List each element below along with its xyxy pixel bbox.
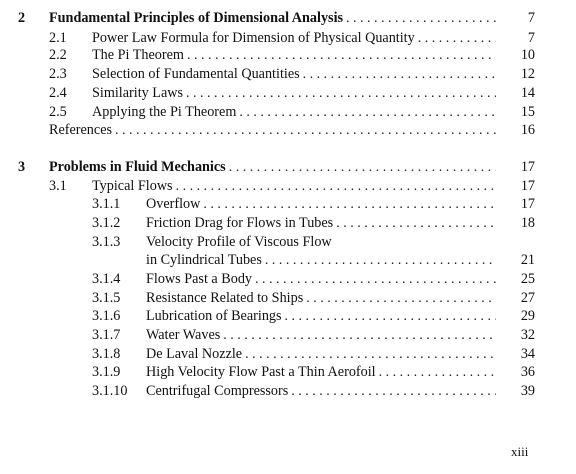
entry-title: Centrifugal Compressors	[146, 383, 289, 399]
entry-title-wrap	[49, 8, 496, 29]
entry-number: 2.5	[49, 104, 67, 120]
entry-title: Friction Drag for Flows in Tubes	[146, 215, 334, 231]
page-number: xiii	[511, 444, 529, 459]
dot-leader	[223, 326, 496, 346]
entry-number: 3.1.6	[92, 308, 121, 324]
dot-leader	[303, 65, 496, 85]
dot-leader	[346, 9, 496, 29]
entry-number: 3.1.2	[92, 215, 121, 231]
entry-page: 29	[520, 308, 535, 324]
dot-leader	[187, 46, 496, 66]
entry-title: The Pi Theorem	[92, 47, 184, 63]
entry-number: 2.4	[49, 85, 67, 101]
entry-page: 34	[520, 346, 535, 362]
entry-title: Selection of Fundamental Quantities	[92, 66, 300, 82]
entry-number: 2.2	[49, 47, 67, 63]
entry-page: 16	[520, 122, 535, 138]
entry-title: Problems in Fluid Mechanics	[49, 159, 226, 175]
dot-leader	[115, 121, 496, 141]
entry-title: Lubrication of Bearings	[146, 308, 282, 324]
entry-number: 3.1.1	[92, 196, 121, 212]
entry-number: 3.1.3	[92, 234, 121, 250]
entry-title: Fundamental Principles of Dimensional Analysis	[49, 10, 344, 26]
entry-number: 3.1.4	[92, 271, 121, 287]
dot-leader	[186, 84, 496, 104]
entry-title: High Velocity Flow Past a Thin Aerofoil	[146, 364, 376, 380]
entry-number: 2.1	[49, 30, 67, 46]
entry-title: De Laval Nozzle	[146, 346, 243, 362]
entry-title-wrap	[49, 120, 496, 141]
dot-leader	[265, 251, 496, 271]
entry-number: 2	[18, 10, 26, 26]
dot-leader	[229, 158, 496, 178]
entry-title-wrap	[146, 306, 496, 327]
entry-page: 15	[520, 104, 535, 120]
dot-leader	[291, 382, 496, 402]
entry-number: 3.1.5	[92, 290, 121, 306]
entry-page: 17	[520, 159, 535, 175]
dot-leader	[336, 214, 496, 234]
entry-title-wrap	[146, 362, 496, 383]
entry-title-wrap	[92, 83, 496, 104]
entry-page: 21	[520, 252, 535, 268]
entry-title-wrap	[146, 381, 496, 402]
entry-page: 17	[520, 178, 535, 194]
entry-title: Velocity Profile of Viscous Flow	[146, 234, 332, 250]
entry-page: 18	[520, 215, 535, 231]
entry-page: 12	[520, 66, 535, 82]
entry-title-wrap	[146, 269, 496, 290]
dot-leader	[379, 363, 496, 383]
dot-leader	[285, 307, 496, 327]
entry-title-wrap	[49, 157, 496, 178]
entry-title-wrap	[146, 194, 496, 215]
entry-title: Overflow	[146, 196, 201, 212]
entry-number: 3.1.7	[92, 327, 121, 343]
entry-title: Flows Past a Body	[146, 271, 253, 287]
entry-page: 27	[520, 290, 535, 306]
entry-page: 32	[520, 327, 535, 343]
entry-title: Water Waves	[146, 327, 221, 343]
entry-title-wrap	[146, 213, 496, 234]
entry-page: 25	[520, 271, 535, 287]
entry-number: 3.1.8	[92, 346, 121, 362]
entry-title-wrap	[146, 232, 496, 252]
entry-title: Typical Flows	[92, 178, 173, 194]
entry-title-wrap	[92, 45, 496, 66]
entry-page: 7	[527, 10, 535, 26]
entry-title-wrap	[92, 64, 496, 85]
entry-number: 2.3	[49, 66, 67, 82]
entry-title: References	[49, 122, 113, 138]
entry-title: in Cylindrical Tubes	[146, 252, 262, 268]
entry-title: Power Law Formula for Dimension of Physical Quantity	[92, 30, 415, 46]
entry-number: 3.1.9	[92, 364, 121, 380]
dot-leader	[255, 270, 496, 290]
entry-page: 36	[520, 364, 535, 380]
entry-page: 10	[520, 47, 535, 63]
entry-number: 3.1.10	[92, 383, 128, 399]
entry-title: Resistance Related to Ships	[146, 290, 304, 306]
entry-page: 39	[520, 383, 535, 399]
entry-page: 14	[520, 85, 535, 101]
entry-page: 7	[527, 30, 535, 46]
entry-number: 3	[18, 159, 26, 175]
entry-number: 3.1	[49, 178, 67, 194]
entry-title-wrap	[146, 250, 496, 271]
entry-title: Applying the Pi Theorem	[92, 104, 237, 120]
entry-title: Similarity Laws	[92, 85, 184, 101]
entry-page: 17	[520, 196, 535, 212]
entry-title-wrap	[146, 325, 496, 346]
dot-leader	[203, 195, 496, 215]
